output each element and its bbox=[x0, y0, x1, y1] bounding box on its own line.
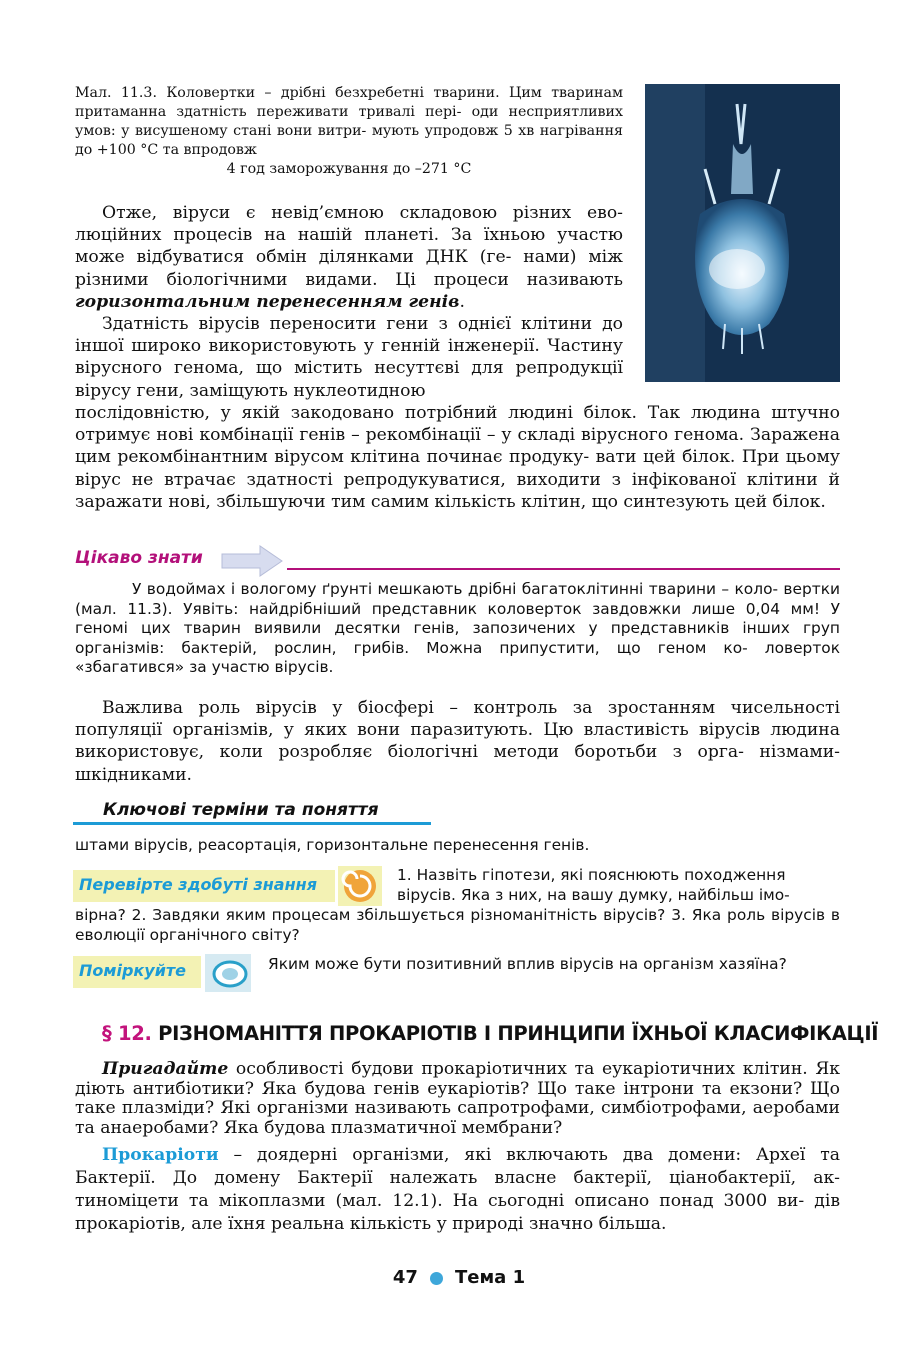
prokaryotes-term: Прокаріоти bbox=[102, 1145, 219, 1165]
check-line-2: вірусів. Яка з них, на вашу думку, найбільш імо- bbox=[397, 886, 790, 904]
think-question: Яким може бути позитивний вплив вірусів на організм хазяїна? bbox=[268, 955, 787, 973]
caption-line: Мал. 11.3. Коловертки – дрібні безхребетні тварини. Цим bbox=[75, 85, 542, 101]
recall-paragraph: Пригадайте особливості будови прокаріотичних та еукаріотичних клітин. Як діють антибіотики? Яка будова генів еукаріотів? Що таке інтрони та екзони? Що таке плазміди? Які організми називають сапротрофами, симбіотрофами, аеробами та анаеробами? Яка будова плазматичної мембрани? bbox=[75, 1059, 840, 1138]
paragraph: Важлива роль вірусів у біосфері – контроль за зростанням чисельності популяції організмів, у яких вони паразитують. Цю властивість вірусів людина використовує, коли розробляє біологічні методи боротьби з орга- нізмами-шкідниками. bbox=[75, 698, 840, 785]
paragraph: Здатність вірусів переносити гени з однієї клітини до іншої широко використовують у генній інженерії. Частину вірусного генома, що містить несуттєві для репродукції вірусу гени, заміщують нуклеотидною bbox=[75, 314, 623, 401]
key-terms-text: штами вірусів, реасортація, горизонтальне перенесення генів. bbox=[75, 836, 590, 854]
think-label: Поміркуйте bbox=[73, 956, 201, 988]
caption-line: тваринам притаманна здатність переживати тривалі пері- bbox=[75, 85, 623, 120]
recall-lead: Пригадайте bbox=[102, 1059, 229, 1079]
divider bbox=[287, 568, 840, 570]
paragraph: Прокаріоти – доядерні організми, які включають два домени: Археї та Бактерії. До домену Бактерії належать власне бактерії, ціанобактерії, ак- тиноміцети та мікоплазми (мал. 12.1). На сьогодні описано понад 3000 ви- дів прокаріотів, але їхня реальна кількість у природі значно більша. bbox=[75, 1145, 840, 1234]
section-number: § 12. bbox=[102, 1022, 152, 1045]
arrow-icon bbox=[220, 544, 284, 578]
caption-line: мують упродовж 5 хв нагрівання до +100 °С та впродовж bbox=[75, 123, 624, 158]
bullet-icon bbox=[430, 1272, 443, 1285]
page-number: 47 bbox=[392, 1267, 418, 1288]
rotifer-photo bbox=[645, 84, 840, 382]
paragraph-continuation: послідовністю, у якій закодовано потрібний людині білок. Так людина штучно отримує нові комбінації генів – рекомбінації – у складі вірусного генома. Заражена цим рекомбінантним вірусом клітина починає продуку- вати цей білок. При цьому вірус не втрачає здатності репродукуватися, виходити з інфікованої клітини й заражати нові, збільшуючи тим самим кількість клітин, що синтезують цей білок. bbox=[75, 403, 840, 512]
check-knowledge-label: Перевірте здобуті знання bbox=[73, 870, 335, 902]
interesting-label: Цікаво знати bbox=[75, 548, 203, 568]
page-footer bbox=[0, 1267, 918, 1288]
check-line-1: 1. Назвіть гіпотези, які пояснюють походження bbox=[397, 866, 786, 884]
caption-last-line: 4 год заморожування до –271 °С bbox=[226, 161, 472, 177]
caption-line: оди несприятливих умов: у висушеному стані вони витри- bbox=[75, 104, 624, 139]
key-terms-heading: Ключові терміни та поняття bbox=[73, 800, 431, 825]
paragraph: Отже, віруси є невід’ємною складовою різних ево- люційних процесів на нашій планеті. За їхньою участю може відбуватися обмін ділянками ДНК (ге- нами) між різними біологічними видами. Ці процеси називають горизонтальним перенесенням генів. bbox=[75, 203, 623, 312]
section-title bbox=[102, 1022, 878, 1045]
check-questions: вірна? 2. Завдяки яким процесам збільшується різноманітність вірусів? 3. Яка роль вірусів в еволюції органічного світу? bbox=[75, 906, 840, 944]
topic-label: Тема 1 bbox=[454, 1267, 526, 1288]
interesting-text: У водоймах і вологому ґрунті мешкають дрібні багатоклітинні тварини – коло- вертки (мал. 11.3). Уявіть: найдрібніший представник коловерток завдовжки лише 0,04 мм! У геномі цих тварин виявили десятки генів, запозичених у представників інших груп організмів: бактерій, рослин, грибів. Можна припустити, що геном ко- ловерток «збагатився» за участю вірусів. bbox=[75, 580, 840, 676]
spiral-icon bbox=[338, 866, 382, 906]
section-title-text: РІЗНОМАНІТТЯ ПРОКАРІОТІВ І ПРИНЦИПИ ЇХНЬОЇ КЛАСИФІКАЦІЇ bbox=[158, 1022, 879, 1045]
key-term-emphasis: горизонтальним перенесенням генів bbox=[75, 291, 460, 312]
figure-caption bbox=[75, 84, 623, 179]
thought-icon bbox=[205, 954, 251, 992]
